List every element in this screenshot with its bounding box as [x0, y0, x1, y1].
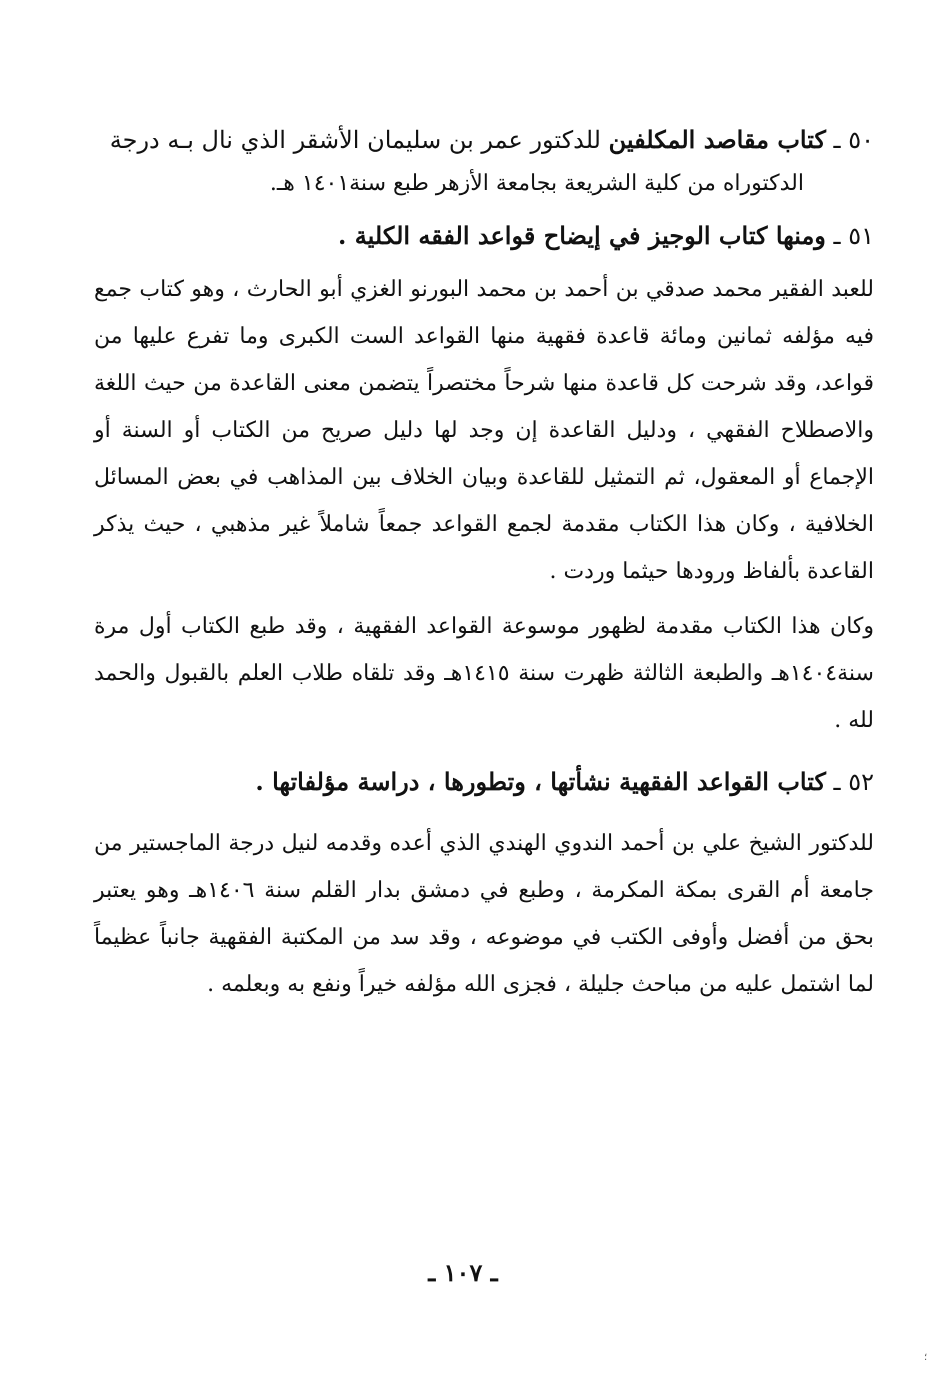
entry-51-heading — [80, 214, 874, 258]
entry-51-paragraph-2: وكان هذا الكتاب مقدمة لظهور موسوعة القواعد الفقهية ، وقد طبع الكتاب أول مرة سنة١٤٠٤هـ والطبعة الثالثة ظهرت سنة ١٤١٥هـ وقد تلقاه طلاب العلم بالقبول والحمد لله . — [94, 614, 874, 733]
entry-text: للدكتور عمر بن سليمان الأشقر الذي نال بـه درجة — [109, 126, 601, 154]
entry-52 — [80, 760, 874, 1008]
entry-51 — [80, 214, 874, 744]
entry-50 — [80, 118, 874, 206]
entry-number: ٥١ ـ — [833, 222, 874, 250]
entry-50-heading — [80, 118, 874, 162]
entry-50-continuation: الدكتوراه من كلية الشريعة بجامعة الأزهر طبع سنة١٤٠١ هـ. — [269, 171, 804, 196]
entry-title: كتاب مقاصد المكلفين — [608, 125, 826, 154]
entry-title: كتاب القواعد الفقهية نشأتها ، وتطورها ، دراسة مؤلفاتها . — [255, 767, 826, 796]
entry-title: ومنها كتاب الوجيز في إيضاح قواعد الفقه الكلية . — [338, 221, 826, 250]
entry-number: ٥٠ ـ — [833, 126, 874, 154]
entry-52-heading — [80, 760, 874, 804]
page-number: ـ ١٠٧ ـ — [428, 1258, 498, 1287]
entry-52-paragraph-1: للدكتور الشيخ علي بن أحمد الندوي الهندي الذي أعده وقدمه لنيل درجة الماجستير من جامعة أم القرى بمكة المكرمة ، وطبع في دمشق بدار القلم سنة ١٤٠٦هـ وهو يعتبر بحق من أفضل وأوفى الكتب في موضوعه ، وقد سد من المكتبة الفقهية جانباً عظيماً لما اشتمل عليه من مباحث جليلة ، فجزى الله مؤلفه خيراً ونفع به وبعلمه . — [94, 831, 874, 997]
scan-mark: ؛ — [924, 1352, 928, 1363]
document-page — [80, 118, 874, 1375]
entry-number: ٥٢ ـ — [833, 768, 874, 796]
entry-51-paragraph-1: للعبد الفقير محمد صدقي بن أحمد بن محمد البورنو الغزي أبو الحارث ، وهو كتاب جمع فيه مؤلفه ثمانين ومائة قاعدة فقهية منها القواعد الست الكبرى وما تفرع عليها من قواعد، وقد شرحت كل قاعدة منها شرحاً مختصراً يتضمن معنى القاعدة من حيث اللغة والاصطلاح الفقهي ، ودليل القاعدة إن وجد لها دليل صريح من الكتاب أو السنة أو الإجماع أو المعقول، ثم التمثيل للقاعدة وبيان الخلاف بين المذاهب في بعض المسائل الخلافية ، وكان هذا الكتاب مقدمة لجمع القواعد جمعاً شاملاً غير مذهبي ، حيث يذكر القاعدة بألفاظ ورودها حيثما وردت . — [94, 277, 874, 584]
